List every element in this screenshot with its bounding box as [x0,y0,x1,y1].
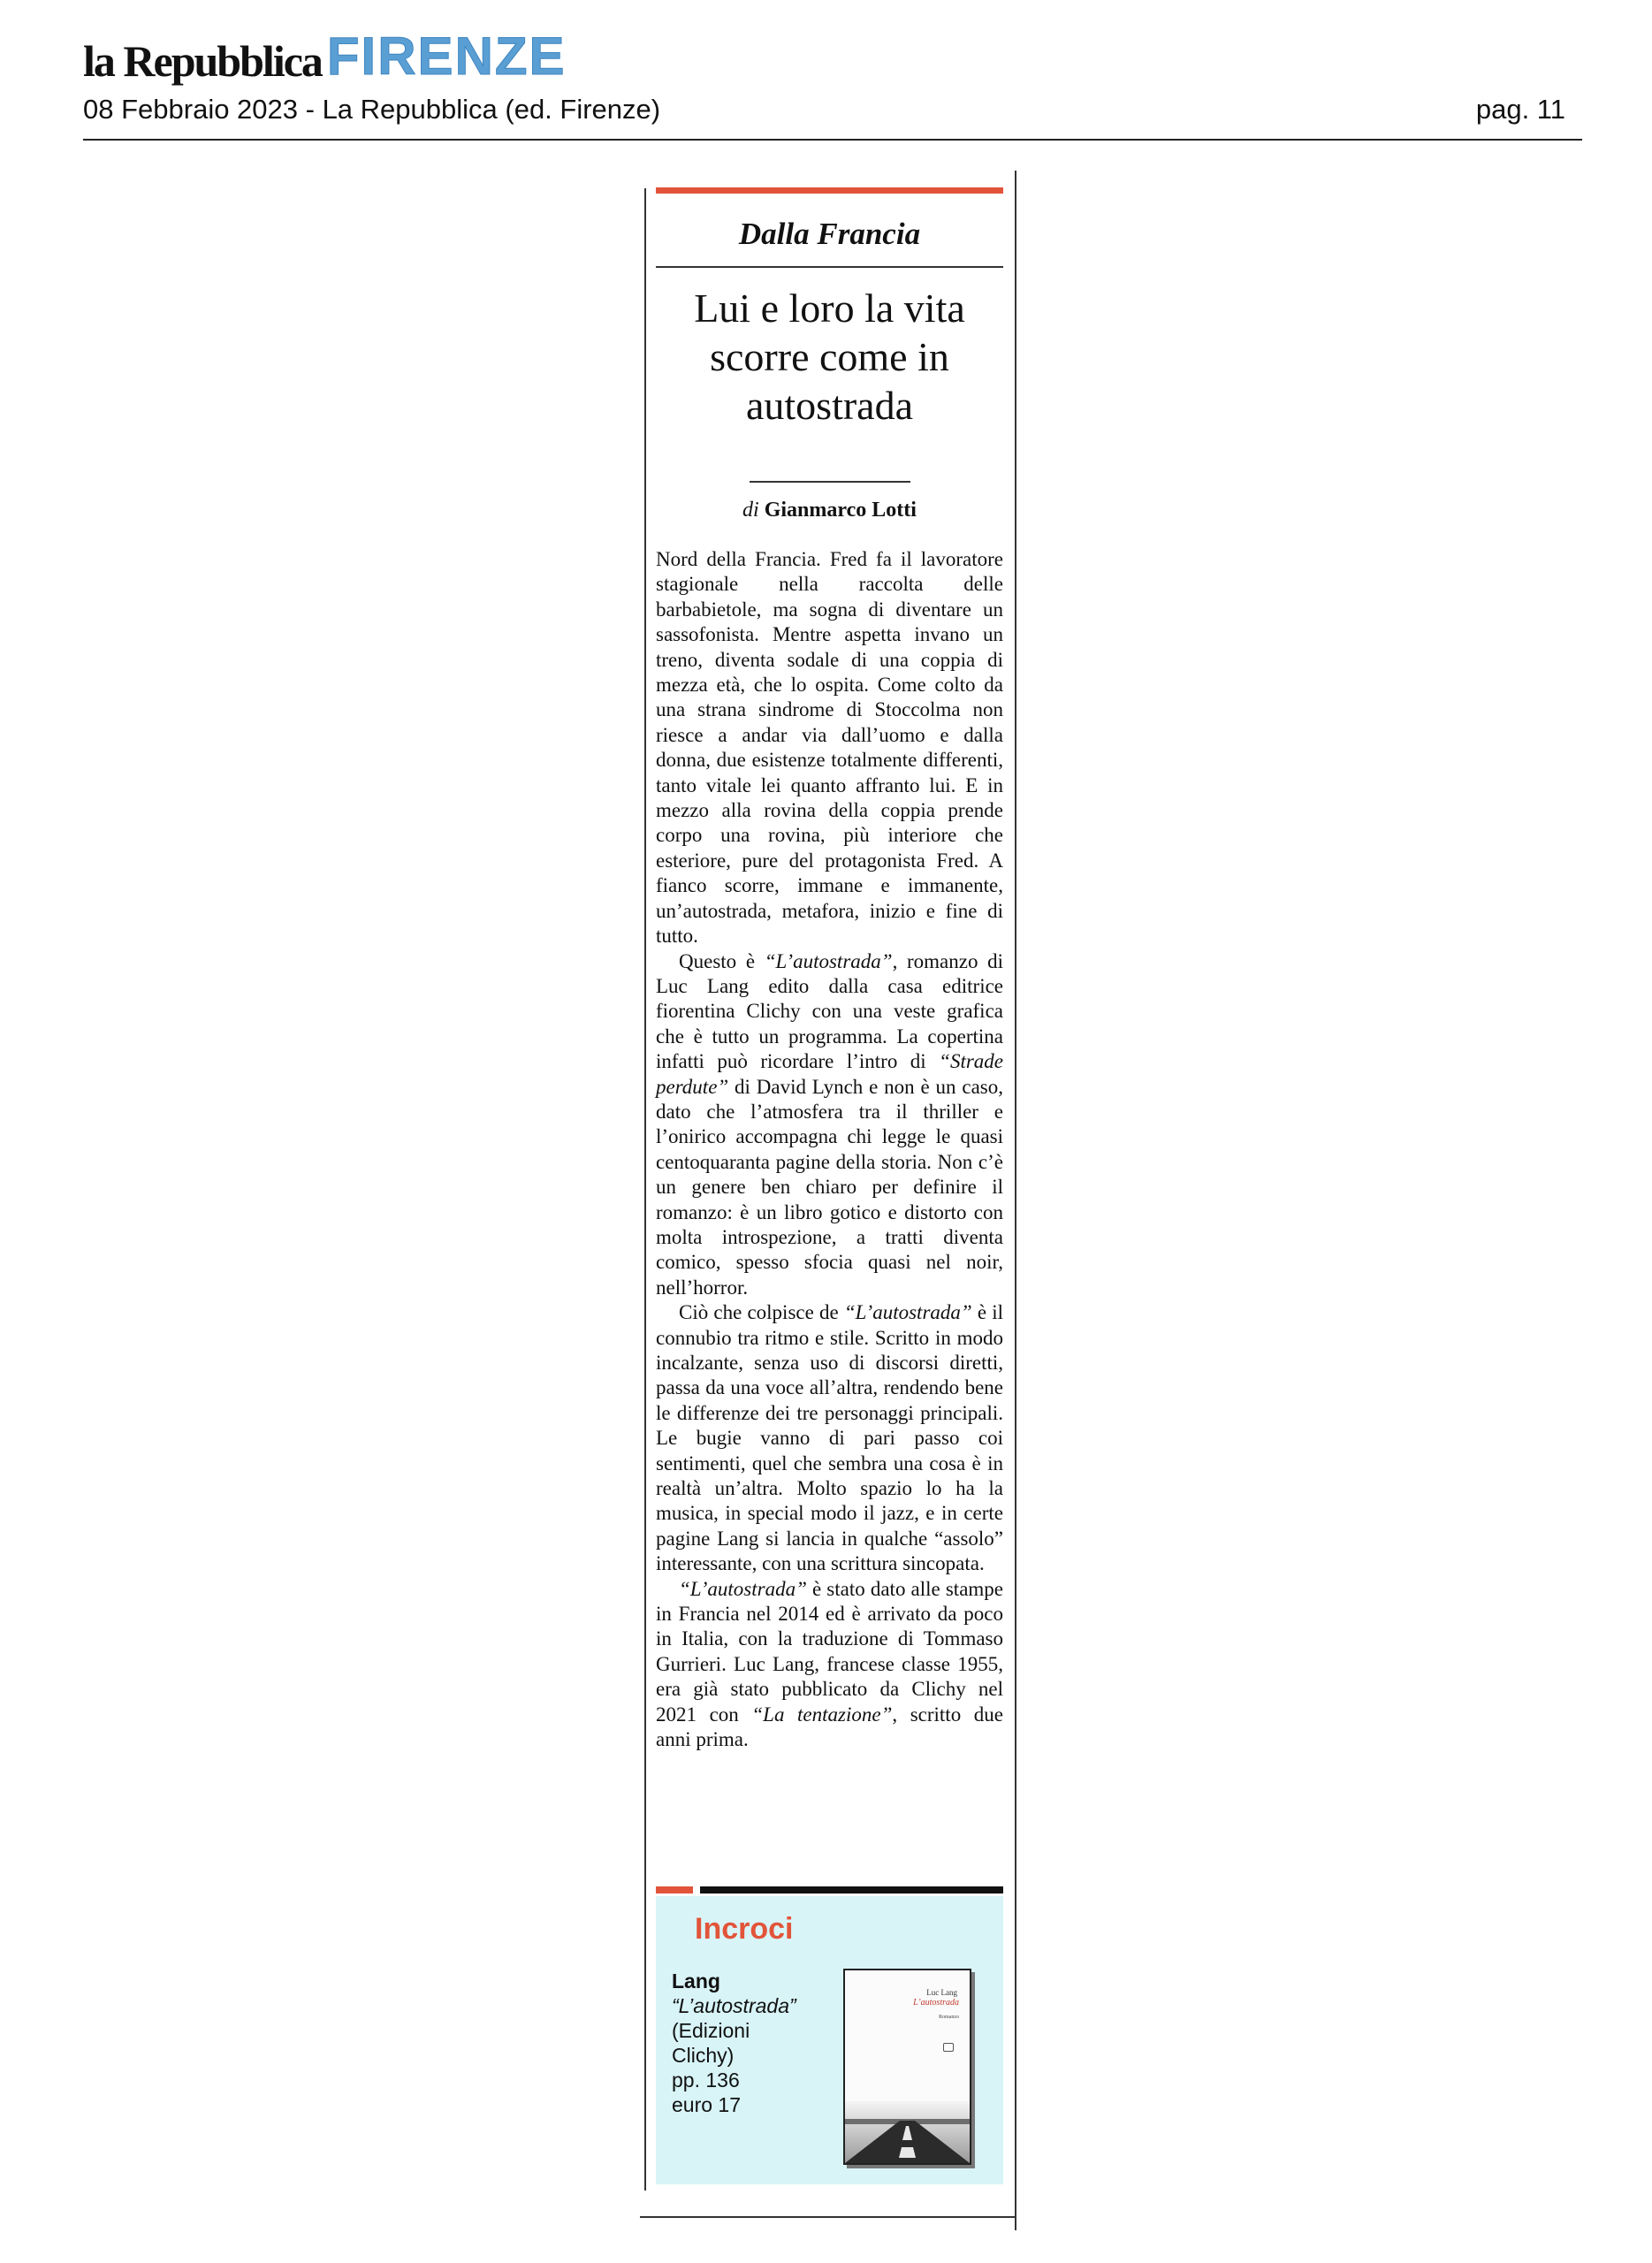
box-rule-black [700,1886,1003,1893]
cover-subtitle: Romanzo [939,2015,959,2020]
cover-author: Luc Lang [926,1988,957,1997]
page-number: pag. 11 [1475,94,1565,125]
italic-title: “L’autostrada” [679,1577,807,1600]
article-kicker: Dalla Francia [738,217,921,251]
text-run: , scritto due anni prima. [656,1703,1003,1751]
article-paragraph [656,1300,1003,1576]
text-run: , romanzo di Luc Lang edito dalla casa editrice fiorentina Clichy con una veste grafica che è tutto un programma. La copertina infatti può ricordare l’intro di [656,949,1004,1073]
text-run: è stato dato alle stampe in Francia nel 2014 ed è arrivato da poco in Italia, con la traduzione di Tommaso Gurrieri. Luc Lang, francese classe 1955, era già stato pubblicato da Clichy nel 2021 con [656,1577,1003,1726]
italic-title: “La tentazione” [751,1703,893,1726]
book-info-box [656,1896,1003,2184]
book-pages: pp. 136 [672,2069,740,2092]
article-paragraph [656,547,1003,949]
box-rule-red [656,1886,693,1893]
article-body [656,547,1003,1753]
article-paragraph [656,949,1003,1301]
text-run: Nord della Francia. Fred fa il lavoratore stagionale nella raccolta delle barbabietole, ma sogna di diventare un sassofonista. Mentre aspetta invano un treno, diventa sodale di una coppia di mezza età, che lo ospita. Come colto da una strana sindrome di Stoccolma non riesce a andar via dall’uomo e dalla donna, due esistenze totalmente differenti, tanto vitale lei quanto affranto lui. E in mezzo alla rovina della coppia prende corpo una rovina, più interiore che esteriore, pure del protagonista Fred. A fianco scorre, immane e immanente, un’autostrada, metafora, inizio e fine di tutto. [656,548,1003,948]
masthead-logo [83,27,567,86]
article-top-bar [656,187,1003,194]
road-illustration [845,2101,970,2163]
italic-title: “L’autostrada” [764,949,893,972]
brand-name: la Repubblica [83,36,322,86]
byline-divider [750,481,910,483]
book-author: Lang [672,1970,720,1993]
byline-author: Gianmarco Lotti [764,499,917,522]
italic-title: “L’autostrada” [843,1301,972,1324]
article-headline: Lui e loro la vita scorre come in autostrada [694,286,965,428]
book-cover-image [843,1969,971,2165]
article [656,187,1003,1753]
book-details [672,1969,796,2117]
cover-title: L’autostrada [913,1998,959,2008]
box-title: Incroci [695,1912,794,1946]
column-rule-right [1015,171,1016,2230]
book-title: “L’autostrada” [672,1994,796,2017]
box-top-rules [656,1886,1003,1893]
byline-prefix: di [742,499,759,522]
brand-city: FIRENZE [326,27,567,86]
column-rule-left [644,188,646,2191]
text-run: è il connubio tra ritmo e stile. Scritto in modo incalzante, senza uso di discorsi diretti, passa da una voce all’altra, rendendo bene le differenze dei tre personaggi principali. Le bugie vanno di pari passo coi sentimenti, quel che sembra una cosa è in realtà un’altra. Molto spazio lo ha la musica, in special modo il jazz, e in certe pagine Lang si lancia in qualche “assolo” interessante, con una scrittura sincopata. [656,1301,1003,1575]
column-rule-bottom [640,2216,1016,2218]
dateline: 08 Febbraio 2023 - La Repubblica (ed. Firenze) [83,94,661,125]
header-divider [83,139,1582,141]
book-price: euro 17 [672,2093,742,2116]
text-run: Ciò che colpisce de [679,1301,844,1324]
article-byline [656,499,1003,522]
text-run: di David Lynch e non è un caso, dato che l’atmosfera tra il thriller e l’onirico accompagna chi legge le quasi centoquaranta pagine della storia. Non c’è un genere ben chiaro per definire il romanzo: è un libro gotico e distorto con molta introspezione, a tratti diventa comico, spesso sfocia quasi nel noir, nell’horror. [656,1075,1003,1299]
article-paragraph [656,1577,1003,1753]
publisher-logo-icon [943,2043,954,2052]
text-run: Questo è [679,949,765,972]
book-publisher: (Edizioni Clichy) [672,2019,750,2067]
italic-title: “Strade perdute” [656,1050,1003,1098]
kicker-divider [656,266,1003,268]
